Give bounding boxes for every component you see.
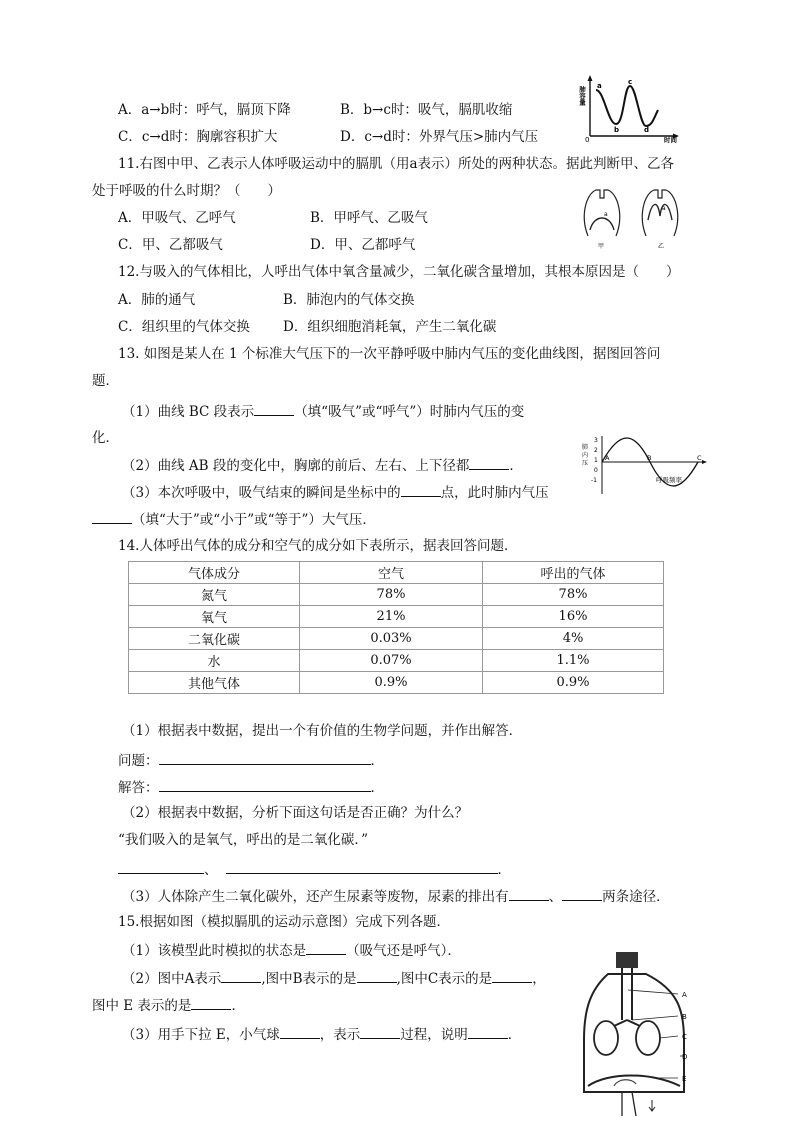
q13-stem-line2: 题． [92,373,119,389]
graph-x-label: 时间 [664,136,677,144]
jia-marker: a [604,211,608,218]
answer-blank[interactable] [360,1024,400,1039]
table-cell: 78% [483,584,664,606]
period: ． [497,862,511,878]
pressure-tick: -1 [591,477,597,484]
pressure-y-label-3: 压 [582,460,589,467]
table-row [129,650,664,672]
yi-marker: a [662,205,666,212]
q13-part2-text: （2）曲线 AB 段的变化中，胸廓的前后、左右、上下径都 [122,458,470,474]
q12-option-d: D．组织细胞消耗氧，产生二氧化碳 [283,319,497,335]
q11-stem-line1: 11.右图中甲、乙表示人体呼吸运动中的膈肌（用a表示）所处的两种状态。据此判断甲、乙各 [118,156,675,172]
q11-option-a: A．甲吸气、乙呼气 [118,210,236,226]
table-cell: 0.07% [300,650,483,672]
q14-part3-text-a: （3）人体除产生二氧化碳外，还产生尿素等废物，尿素的排出有 [122,889,509,905]
table-cell: 水 [129,650,300,672]
q15-part1 [122,940,461,960]
q13-part2 [122,455,523,475]
table-header: 空气 [300,562,483,584]
graph-y-label: 肺容量 [578,86,586,106]
bell-jar-model-figure [574,950,704,1116]
table-header-row [129,562,664,584]
answer-blank[interactable] [401,482,441,497]
answer-blank[interactable] [92,509,132,524]
pressure-point-c: C [697,454,702,462]
q15-part1-text-b: （吸气还是呼气）． [346,943,461,959]
q10-option-c: C．c→d时：胸廓容积扩大 [118,129,278,145]
pressure-x-label: 呼吸频率 [656,476,682,484]
graph-point-b: b [614,126,620,134]
table-row [129,606,664,628]
label-e: E [682,1075,687,1083]
diaphragm-figure [578,186,690,252]
q12-option-a: A．肺的通气 [118,292,196,308]
table-header: 呼出的气体 [483,562,664,584]
q11-option-c: C．甲、乙都吸气 [118,237,223,253]
table-header: 气体成分 [129,562,300,584]
q12-stem: 12.与吸入的气体相比，人呼出气体中氧含量减少，二氧化碳含量增加，其根本原因是（ ） [118,264,680,280]
q12-option-b: B．肺泡内的气体交换 [283,292,415,308]
graph-point-c: c [628,78,633,86]
q13-stem-line1: 13. 如图是某人在 1 个标准大气压下的一次平静呼吸中肺内气压的变化曲线图，据图回答问 [118,346,661,362]
q10-option-d: D．c→d时：外界气压>肺内气压 [340,129,539,145]
q15-part3 [122,1024,521,1044]
gas-composition-table [128,561,664,694]
lung-volume-graph [578,74,688,144]
q10-option-a: A．a→b时：呼气，膈顶下降 [118,102,291,118]
pressure-point-a: A [605,454,610,462]
q11-option-d: D．甲、乙都呼气 [310,237,416,253]
q15-part2-text-d: ， [532,971,546,987]
rubber-membrane [588,1076,680,1087]
answer-blank[interactable] [468,1024,508,1039]
q15-part2-text-c: ,图中C表示的是 [396,971,493,987]
label-jia: 甲 [598,243,605,250]
answer-blank[interactable] [306,940,346,955]
right-balloon [636,1021,660,1055]
q15-part2-tail [92,995,245,1015]
answer-blank[interactable] [509,886,549,901]
lung-pressure-graph [580,432,710,498]
q13-part1-text-a: （1）曲线 BC 段表示 [122,404,255,420]
answer-blank[interactable] [469,455,509,470]
q13-part1 [122,401,524,421]
graph-curve [596,86,658,126]
q13-part2-period: ． [509,458,523,474]
table-cell: 氧气 [129,606,300,628]
graph-point-d: d [644,126,650,134]
q10-option-b: B．b→c时：吸气，膈肌收缩 [340,102,513,118]
q14-quote: “我们吸入的是氧气，呼出的是二氧化碳．” [118,832,369,848]
bell-jar [584,974,687,1092]
pressure-point-b: B [647,454,652,462]
table-cell: 0.9% [483,672,664,694]
thorax-yi [642,190,677,236]
y-tube [614,1020,640,1026]
table-cell: 二氧化碳 [129,628,300,650]
pressure-y-label-2: 内 [582,452,589,459]
answer-label: 解答： [118,780,159,796]
pressure-tick: 2 [594,447,598,454]
q14-part2-answer [118,859,511,879]
q14-question-line [118,750,384,770]
thorax-jia [584,190,619,236]
table-cell: 0.9% [300,672,483,694]
q13-part3-text-b: 点，此时肺内气压 [440,485,549,501]
q14-answer-line [118,777,384,797]
separator: 、 [204,862,218,878]
left-balloon [594,1021,618,1055]
period: ． [370,753,384,769]
label-yi: 乙 [658,243,665,250]
pulling-hand [622,1092,636,1116]
label-d: D [682,1053,688,1061]
answer-blank[interactable] [191,995,231,1010]
table-row [129,584,664,606]
q14-part2: （2）根据表中数据，分析下面这句话是否正确？为什么？ [122,805,469,821]
pressure-tick: 0 [594,467,598,474]
q11-stem-line2: 处于呼吸的什么时期？（ ） [92,183,281,199]
q13-part3-text-a: （3）本次呼吸中，吸气结束的瞬间是坐标中的 [122,485,401,501]
label-c: C [682,1033,687,1041]
question-label: 问题： [118,753,159,769]
table-cell: 78% [300,584,483,606]
pressure-y-label-1: 肺 [582,444,589,451]
q14-part3-sep: 、 [548,889,563,905]
q15-part3-text-d: ． [507,1027,522,1043]
table-cell: 4% [483,628,664,650]
graph-point-a: a [597,82,602,90]
q15-part2-text-a: （2）图中A表示 [122,971,222,987]
answer-blank[interactable] [118,859,204,874]
answer-blank[interactable] [562,886,602,901]
q13-part3 [122,482,549,502]
label-a: A [682,991,687,999]
answer-blank[interactable] [357,968,397,983]
answer-blank[interactable] [492,968,532,983]
table-cell: 1.1% [483,650,664,672]
q15-part2-text-b: ,图中B表示的是 [261,971,357,987]
table-cell: 21% [300,606,483,628]
q12-option-c: C．组织里的气体交换 [118,319,250,335]
q15-part2-text-e: 图中 E 表示的是 [92,998,192,1014]
table-cell: 0.03% [300,628,483,650]
q13-part3-text-c: （填“大于”或“小于”或“等于”）大气压． [132,512,376,528]
q13-part1-text-b: （填“吸气”或“呼气”）时肺内气压的变 [294,404,525,420]
q15-part2-text-f: ． [231,998,245,1014]
pressure-tick: 1 [594,457,598,464]
answer-blank[interactable] [226,859,498,874]
q14-part3-text-c: 两条途径． [602,889,670,905]
q15-stem: 15.根据如图（模拟膈肌的运动示意图）完成下列各题． [118,914,450,930]
table-cell: 氮气 [129,584,300,606]
table-row [129,628,664,650]
graph-origin: 0 [585,136,590,144]
pressure-tick: 3 [594,437,598,444]
q14-stem: 14.人体呼出气体的成分和空气的成分如下表所示，据表回答问题． [118,538,518,554]
answer-blank[interactable] [159,777,371,792]
q15-part2 [122,968,546,988]
table-row [129,672,664,694]
q13-part3-tail [92,509,376,529]
q15-part3-text-c: 过程，说明 [400,1027,468,1043]
q14-part1: （1）根据表中数据，提出一个有价值的生物学问题，并作出解答． [122,723,523,739]
jar-stopper [616,952,638,968]
q15-part3-text-b: ，表示 [319,1027,361,1043]
period: ． [370,780,384,796]
q15-part1-text-a: （1）该模型此时模拟的状态是 [122,943,307,959]
answer-blank[interactable] [221,968,261,983]
answer-blank[interactable] [254,401,294,416]
q11-option-b: B．甲呼气、乙吸气 [310,210,428,226]
q15-part3-text-a: （3）用手下拉 E，小气球 [122,1027,280,1043]
answer-blank[interactable] [280,1024,320,1039]
answer-blank[interactable] [159,750,371,765]
table-cell: 16% [483,606,664,628]
q13-part1-tail: 化． [92,430,119,446]
label-b: B [682,1013,687,1021]
q14-part3 [122,886,670,906]
table-cell: 其他气体 [129,672,300,694]
